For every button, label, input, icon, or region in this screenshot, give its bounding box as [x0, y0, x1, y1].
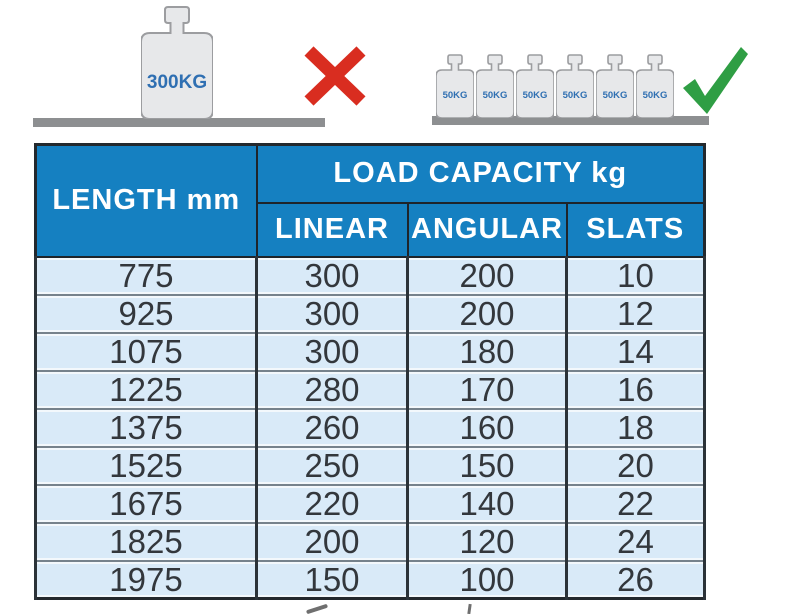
linear-cell: 260 — [257, 409, 408, 447]
slats-cell: 24 — [567, 523, 705, 561]
small-weight-label: 50KG — [602, 90, 628, 101]
length-cell: 1225 — [36, 371, 257, 409]
table-row — [36, 333, 705, 371]
cutoff-mark-left — [306, 604, 328, 614]
slats-cell: 16 — [567, 371, 705, 409]
angular-cell: 160 — [408, 409, 567, 447]
table-row — [36, 447, 705, 485]
length-cell: 775 — [36, 257, 257, 295]
table-row — [36, 295, 705, 333]
small-weight-icon — [516, 54, 554, 118]
linear-cell: 300 — [257, 295, 408, 333]
angular-cell: 200 — [408, 295, 567, 333]
load-capacity-group-header: LOAD CAPACITY kg — [257, 145, 705, 203]
table-header — [36, 145, 705, 257]
slats-cell: 18 — [567, 409, 705, 447]
green-check-icon — [679, 46, 749, 116]
linear-cell: 300 — [257, 257, 408, 295]
slats-cell: 14 — [567, 333, 705, 371]
angular-column-header: ANGULAR — [408, 203, 567, 257]
length-column-header: LENGTH mm — [36, 145, 257, 257]
load-distribution-illustration — [0, 0, 800, 140]
big-weight-icon — [141, 6, 213, 119]
angular-cell: 100 — [408, 561, 567, 599]
small-weights-row — [436, 54, 674, 118]
angular-cell: 200 — [408, 257, 567, 295]
slats-cell: 26 — [567, 561, 705, 599]
angular-cell: 120 — [408, 523, 567, 561]
angular-cell: 150 — [408, 447, 567, 485]
table-row — [36, 409, 705, 447]
table-row — [36, 485, 705, 523]
small-weight-label: 50KG — [442, 90, 468, 101]
table-row — [36, 561, 705, 599]
linear-cell: 250 — [257, 447, 408, 485]
small-weight-icon — [556, 54, 594, 118]
linear-cell: 200 — [257, 523, 408, 561]
linear-cell: 220 — [257, 485, 408, 523]
small-weight-icon — [636, 54, 674, 118]
length-cell: 1525 — [36, 447, 257, 485]
red-cross-icon — [303, 46, 367, 106]
big-weight-label: 300KG — [146, 72, 208, 93]
shelf-bar-wrong — [33, 118, 325, 127]
small-weight-label: 50KG — [522, 90, 548, 101]
table-row — [36, 371, 705, 409]
small-weight-icon — [436, 54, 474, 118]
linear-cell: 280 — [257, 371, 408, 409]
slats-cell: 12 — [567, 295, 705, 333]
length-cell: 1075 — [36, 333, 257, 371]
small-weight-icon — [596, 54, 634, 118]
linear-cell: 300 — [257, 333, 408, 371]
linear-column-header: LINEAR — [257, 203, 408, 257]
length-cell: 1375 — [36, 409, 257, 447]
small-weight-label: 50KG — [642, 90, 668, 101]
angular-cell: 170 — [408, 371, 567, 409]
angular-cell: 180 — [408, 333, 567, 371]
length-cell: 1825 — [36, 523, 257, 561]
cutoff-mark-right — [467, 604, 471, 614]
small-weight-label: 50KG — [562, 90, 588, 101]
small-weight-icon — [476, 54, 514, 118]
table-row — [36, 257, 705, 295]
slats-cell: 20 — [567, 447, 705, 485]
linear-cell: 150 — [257, 561, 408, 599]
slats-column-header: SLATS — [567, 203, 705, 257]
length-cell: 925 — [36, 295, 257, 333]
load-table-body — [36, 257, 705, 599]
length-cell: 1975 — [36, 561, 257, 599]
slats-cell: 22 — [567, 485, 705, 523]
angular-cell: 140 — [408, 485, 567, 523]
length-cell: 1675 — [36, 485, 257, 523]
load-capacity-table — [34, 143, 706, 600]
table-row — [36, 523, 705, 561]
slats-cell: 10 — [567, 257, 705, 295]
small-weight-label: 50KG — [482, 90, 508, 101]
